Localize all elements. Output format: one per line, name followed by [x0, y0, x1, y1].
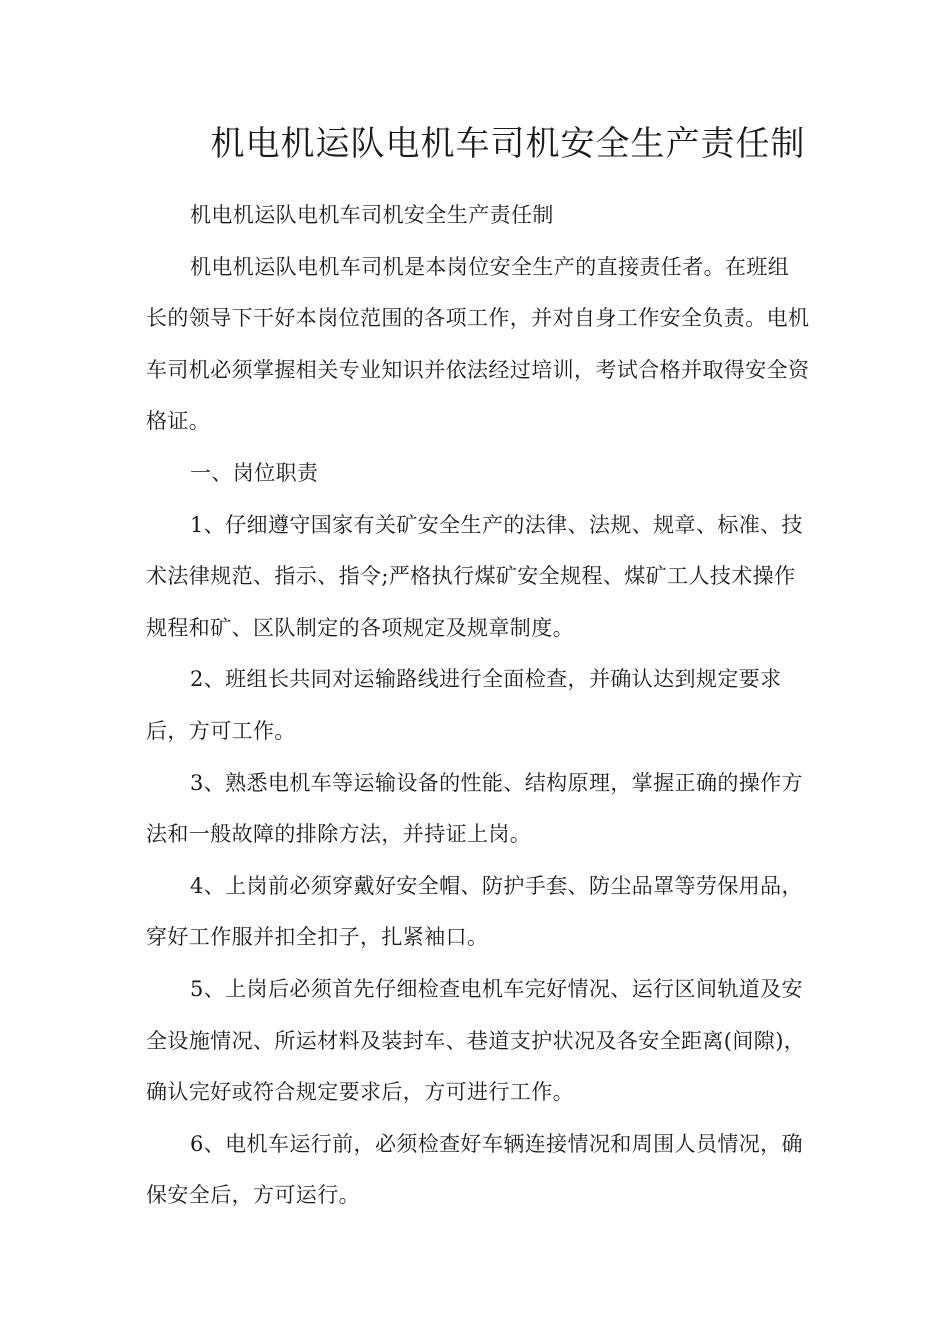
paragraph-intro: 机电机运队电机车司机是本岗位安全生产的直接责任者。在班组长的领导下干好本岗位范围的各项工作，并对自身工作安全负责。电机车司机必须掌握相关专业知识并依法经过培训，考试合格并取得安全资格证。 [146, 254, 810, 434]
document-body [146, 190, 810, 1222]
document-title: 机电机运队电机车司机安全生产责任制 [210, 124, 806, 164]
list-item: 2、班组长共同对运输路线进行全面检查，并确认达到规定要求后，方可工作。 [146, 667, 782, 743]
list-item: 3、熟悉电机车等运输设备的性能、结构原理，掌握正确的操作方法和一般故障的排除方法，并持证上岗。 [146, 770, 803, 847]
list-item: 1、仔细遵守国家有关矿安全生产的法律、法规、规章、标准、技术法律规范、指示、指令;严格执行煤矿安全规程、煤矿工人技术操作规程和矿、区队制定的各项规定及规章制度。 [146, 512, 803, 640]
list-item: 6、电机车运行前，必须检查好车辆连接情况和周围人员情况，确保安全后，方可运行。 [146, 1131, 803, 1208]
list-item: 4、上岗前必须穿戴好安全帽、防护手套、防尘品罩等劳保用品，穿好工作服并扣全扣子，扎紧袖口。 [146, 873, 803, 950]
paragraph-subtitle: 机电机运队电机车司机安全生产责任制 [190, 203, 554, 227]
section-heading: 一、岗位职责 [190, 460, 319, 485]
list-item: 5、上岗后必须首先仔细检查电机车完好情况、运行区间轨道及安全设施情况、所运材料及装封车、巷道支护状况及各安全距离(间隙)，确认完好或符合规定要求后，方可进行工作。 [146, 976, 806, 1105]
